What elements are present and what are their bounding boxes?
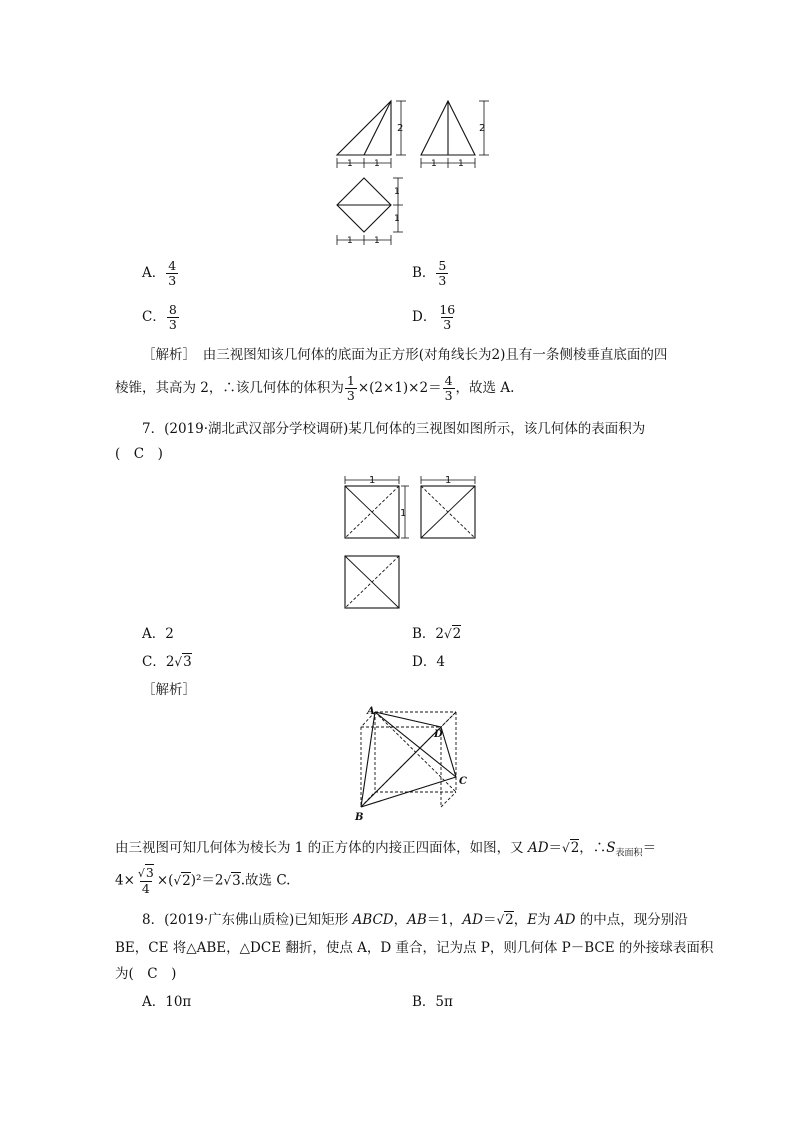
q6-option-c[interactable]: C． $\frac{8}{3}$ xyxy=(142,302,177,332)
vertex-c-label: C xyxy=(459,776,467,787)
q6-option-a[interactable]: A． $\frac{4}{3}$ xyxy=(142,258,177,288)
front-dim-1a: 1 xyxy=(347,159,353,169)
front-dim-1b: 1 xyxy=(374,159,380,169)
vertex-d-label: D xyxy=(434,729,443,740)
q6-analysis-line2: 棱锥，其高为 2，∴该几何体的体积为 $\frac{1}{3}$ ×(2×1)×2＝ $\frac{4}{3}$ ，故选 A. xyxy=(115,373,515,403)
q6-option-d[interactable]: D． $\frac{16}{3}$ xyxy=(412,302,456,332)
q7-option-b[interactable]: B．2√2 xyxy=(412,626,462,642)
vertex-a-label: A xyxy=(367,706,375,717)
top-dim-1d: 1 xyxy=(394,214,400,224)
q7-option-a[interactable]: A．2 xyxy=(142,626,174,642)
q7-option-c[interactable]: C．2√3 xyxy=(142,654,192,670)
q7-solution-line1: 由三视图可知几何体为棱长为 1 的正方体的内接正四面体，如图，又 AD＝√2，$\therefore S_{表面积}=$ xyxy=(115,840,657,859)
q8-stem-line2: BE，CE 将△ABE，△DCE 翻折，使点 A，D 重合，记为点 P，则几何体 P－BCE 的外接球表面积 xyxy=(115,940,714,956)
q7-stem-line1: 7．(2019·湖北武汉部分学校调研)某几何体的三视图如图所示，该几何体的表面积为 xyxy=(142,421,646,437)
q7-analysis-label: ［解析］ xyxy=(142,682,196,698)
front-dim-2: 2 xyxy=(397,123,404,134)
q7-solution-line2: 4× $\frac{√3}{4}$ ×(√2)²＝2√3.故选 C. xyxy=(115,865,291,896)
vertex-b-label: B xyxy=(355,812,364,823)
q8-option-b[interactable]: B．5π xyxy=(412,994,453,1010)
q7-dim-side: 1 xyxy=(400,508,407,519)
top-dim-1a: 1 xyxy=(347,236,353,246)
side-dim-1b: 1 xyxy=(458,159,464,169)
q8-stem-line1: 8．(2019·广东佛山质检)已知矩形 ABCD，AB＝1，AD＝√2，E为 AD 的中点，现分别沿 xyxy=(142,912,688,928)
q6-option-b[interactable]: B． $\frac{5}{3}$ xyxy=(412,258,447,288)
q8-option-a[interactable]: A．10π xyxy=(142,994,192,1010)
top-dim-1c: 1 xyxy=(394,187,400,197)
top-dim-1b: 1 xyxy=(374,236,380,246)
q7-dim-top2: 1 xyxy=(445,475,452,486)
side-dim-2: 2 xyxy=(479,123,486,134)
q7-stem-line2: ( C ) xyxy=(115,446,163,462)
q8-stem-line3: 为( C ) xyxy=(115,966,177,982)
side-dim-1a: 1 xyxy=(431,159,437,169)
q6-analysis-line1: ［解析］ 由三视图知该几何体的底面为正方形(对角线长为2)且有一条侧棱垂直底面的四 xyxy=(142,347,668,363)
q7-dim-top1: 1 xyxy=(369,475,376,486)
q7-option-d[interactable]: D．4 xyxy=(412,654,445,670)
